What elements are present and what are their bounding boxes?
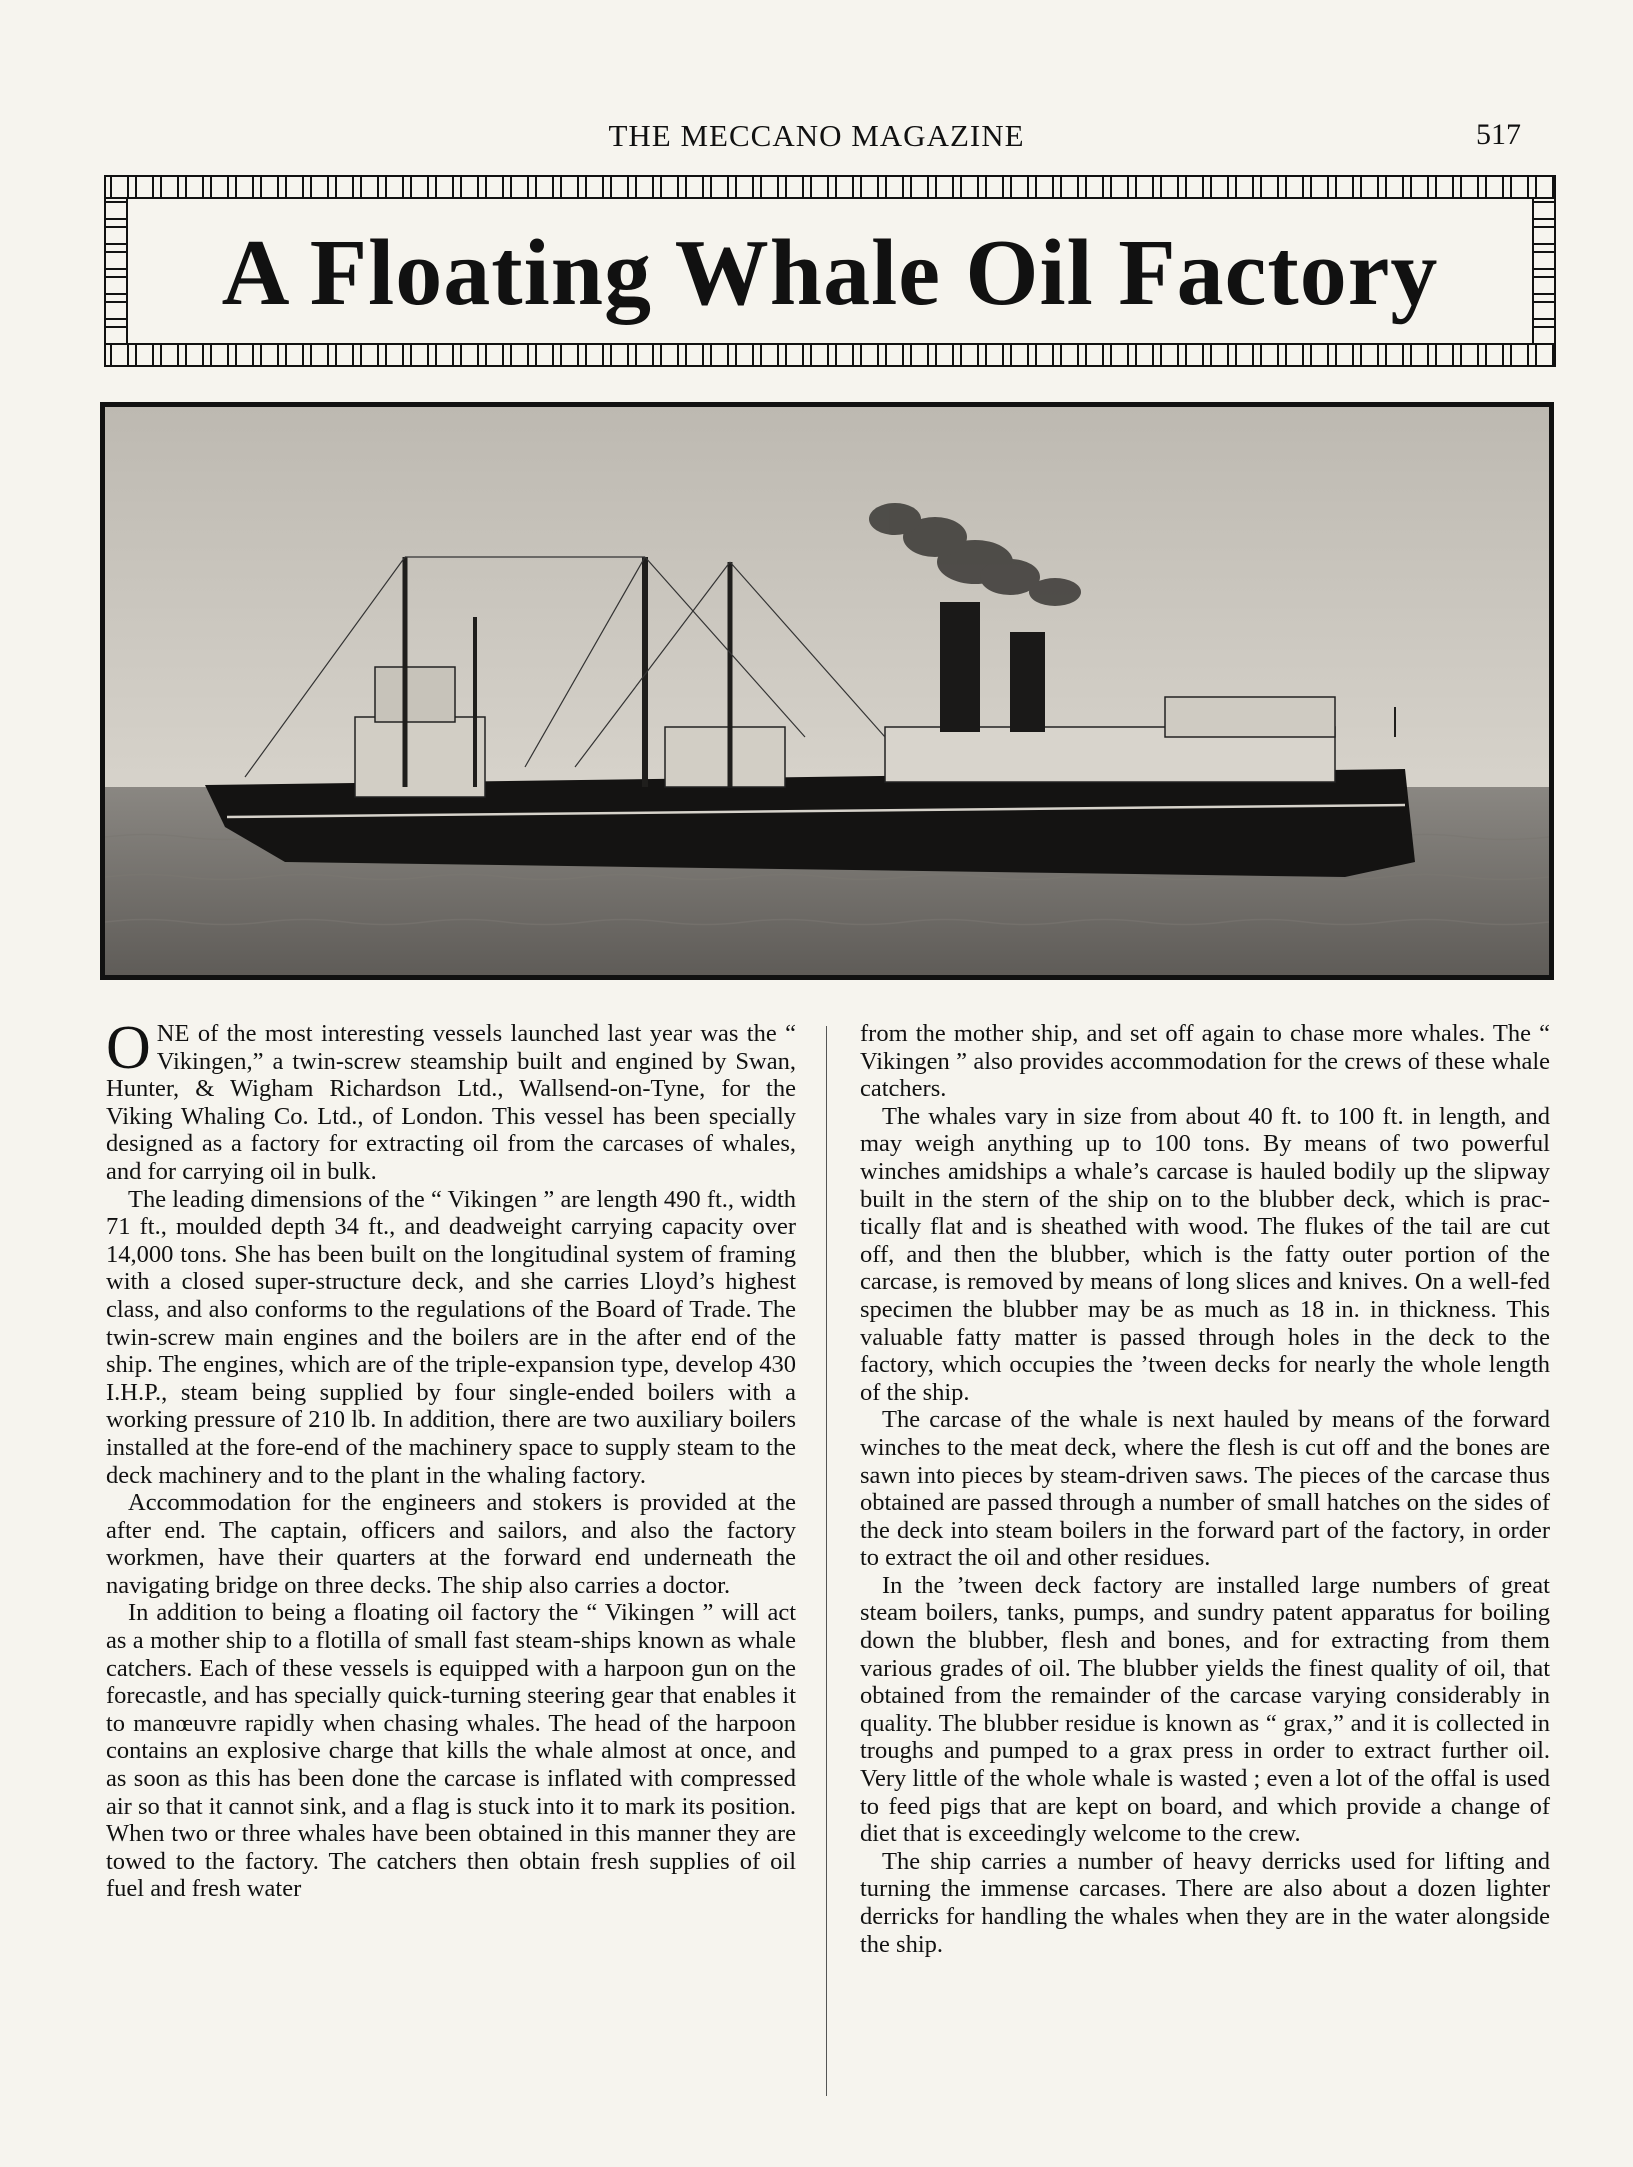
article-paragraph-1 [106,1014,796,1186]
title-border-bottom [106,343,1554,365]
article-column-right [860,1020,1550,1958]
title-border-top [106,177,1554,199]
running-head [0,118,1633,158]
article-paragraph-5: The whales vary in size from about 40 ft. to 100 ft. in length, and may weigh anything up to 100 tons. By means of two powerful winches amidships a whale’s carcase is hauled bodily up the slipway built in the stern of the ship on to the blubber deck, which is prac-tically flat and is sheathed with wood. The flukes of the tail are cut off, and then the blubber, which is the fatty outer portion of the carcase, is removed by means of long slices and knives. On a well-fed specimen the blubber may be as much as 18 in. in thickness. This valuable fatty matter is passed through holes in the deck to the factory, which occupies the ’tween decks for nearly the whole length of the ship. [860,1102,1550,1406]
drop-cap: O [106,1014,151,1082]
article-paragraph-4-continued: from the mother ship, and set off again to chase more whales. The “ Vikingen ” also provides accommodation for the crews of these whale catchers. [860,1020,1550,1103]
magazine-title: THE MECCANO MAGAZINE [608,118,1025,153]
column-divider [826,1026,827,2096]
article-paragraph-7: In the ’tween deck factory are installed large numbers of great steam boilers, tanks, pumps, and sundry patent apparatus for boiling down the blubber, flesh and bones, and for extracting from them various grades of oil. The blubber yields the finest quality of oil, that obtained from the remainder of the carcase varying considerably in quality. The blubber residue is known as “ grax,” and it is collected in troughs and pumped to a grax press in order to extract further oil. Very little of the whole whale is wasted ; even a lot of the offal is used to feed pigs that are kept on board, and which provide a change of diet that is exceedingly welcome to the crew. [860,1571,1550,1848]
article-paragraph-6: The carcase of the whale is next hauled by means of the forward winches to the meat deck, where the flesh is cut off and the bones are sawn into pieces by steam-driven saws. The pieces of the carcase thus obtained are passed through a number of small hatches on the sides of the deck into steam boilers in the forward part of the factory, in order to extract the oil and other residues. [860,1406,1550,1572]
title-border-box [104,175,1556,367]
article-paragraph-8: The ship carries a number of heavy derricks used for lifting and turning the immense carcases. There are also about a dozen lighter derricks for handling the whales when they are in the water alongside the ship. [860,1847,1550,1958]
page-number: 517 [1476,118,1521,151]
steamship-photo-icon [105,407,1549,975]
article-paragraph-4: In addition to being a floating oil factory the “ Vikingen ” will act as a mother ship to a flotilla of small fast steam-ships known as whale catchers. Each of these vessels is equipped with a harpoon gun on the forecastle, and has specially quick-turning steering gear that enables it to manœuvre rapidly when chasing whales. The head of the harpoon contains an explosive charge that kills the whale almost at once, and as soon as this has been done the carcase is inflated with compressed air so that it cannot sink, and a flag is stuck into it to mark its position. When two or three whales have been obtained in this manner they are towed to the factory. The catchers then obtain fresh supplies of oil fuel and fresh water [106,1599,796,1903]
article-column-left [106,1014,796,1903]
steamship-photo [100,402,1554,980]
article-paragraph-3: Accommodation for the engineers and stokers is provided at the after end. The captain, officers and sailors, and also the factory workmen, have their quarters at the forward end underneath the navigating bridge on three decks. The ship also carries a doctor. [106,1489,796,1599]
article-title: A Floating Whale Oil Factory [221,221,1439,325]
paragraph-1-text: NE of the most interesting vessels launched last year was the “ Vikingen,” a twin-screw steamship built and engined by Swan, Hunter, & Wigham Richardson Ltd., Wallsend-on-Tyne, for the Viking Whaling Co. Ltd., of London. This vessel has been specially designed as a factory for extracting oil from the carcases of whales, and for carrying oil in bulk. [106,1020,796,1185]
article-paragraph-2: The leading dimensions of the “ Vikingen ” are length 490 ft., width 71 ft., moulded depth 34 ft., and deadweight carrying capacity over 14,000 tons. She has been built on the longitudinal system of framing with a closed super-structure deck, and she carries Lloyd’s highest class, and also conforms to the regulations of the Board of Trade. The twin-screw main engines and the boilers are in the after end of the ship. The engines, which are of the triple-expansion type, develop 430 I.H.P., steam being supplied by four single-ended boilers with a working pressure of 210 lb. In addition, there are two auxiliary boilers installed at the fore-end of the machinery space to supply steam to the deck machinery and to the plant in the whaling factory. [106,1185,796,1489]
